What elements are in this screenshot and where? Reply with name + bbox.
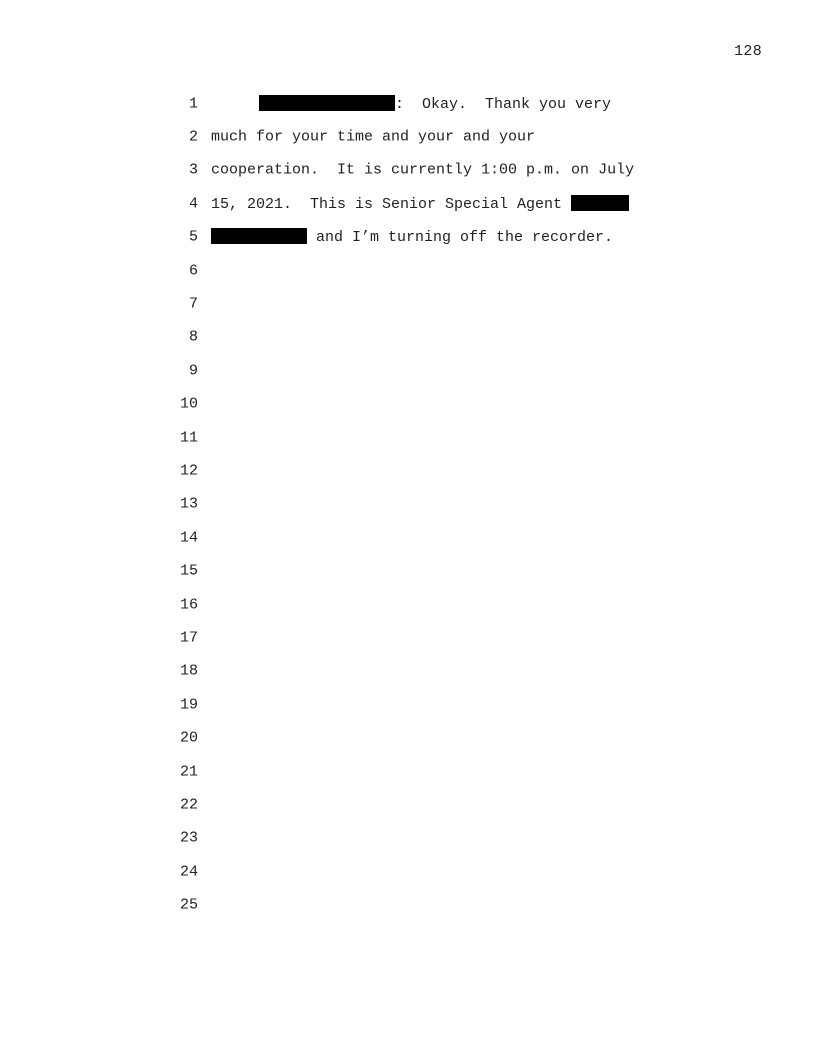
line-number: 15	[179, 562, 198, 580]
line-text: 15, 2021. This is Senior Special Agent	[211, 195, 572, 213]
transcript-line	[0, 554, 816, 587]
transcript-line	[0, 221, 816, 254]
line-text: : Okay. Thank you very	[395, 95, 612, 113]
line-number: 11	[179, 429, 198, 447]
line-number: 1	[188, 95, 198, 113]
line-text: and I’m turning off the recorder.	[307, 229, 614, 247]
line-number: 21	[179, 763, 198, 780]
line-number: 5	[188, 228, 198, 246]
transcript-line	[0, 822, 816, 855]
redaction-box	[211, 228, 307, 244]
line-number: 12	[179, 462, 198, 480]
line-number: 20	[179, 729, 198, 747]
transcript-line	[0, 87, 816, 120]
transcript-line	[0, 655, 816, 688]
line-text: cooperation. It is currently 1:00 p.m. on July	[211, 161, 635, 179]
transcript-line	[0, 287, 816, 320]
transcript-line	[0, 788, 816, 821]
line-number: 10	[179, 395, 198, 413]
transcript-line	[0, 388, 816, 421]
transcript-line	[0, 354, 816, 387]
transcript-line	[0, 621, 816, 654]
transcript-line	[0, 454, 816, 487]
transcript-line	[0, 120, 816, 153]
line-number: 14	[179, 529, 198, 547]
line-number: 23	[179, 829, 198, 847]
transcript-line	[0, 254, 816, 287]
transcript-line	[0, 888, 816, 921]
transcript-line	[0, 321, 816, 354]
line-number: 22	[179, 796, 198, 814]
transcript-line	[0, 755, 816, 788]
transcript-line	[0, 588, 816, 621]
line-number: 13	[179, 495, 198, 513]
redaction-box	[571, 195, 629, 211]
transcript-line	[0, 187, 816, 220]
transcript-line	[0, 855, 816, 888]
transcript-line	[0, 154, 816, 187]
transcript-line	[0, 721, 816, 754]
page-number: 128	[734, 43, 762, 60]
line-number: 8	[188, 328, 198, 346]
line-number: 9	[188, 362, 198, 380]
line-number: 6	[188, 262, 198, 280]
line-number: 24	[179, 863, 198, 881]
line-number: 3	[188, 161, 198, 179]
line-text: much for your time and your and your	[211, 128, 536, 146]
line-number: 18	[179, 662, 198, 680]
line-number: 25	[179, 896, 198, 914]
transcript-line	[0, 488, 816, 521]
transcript-line	[0, 421, 816, 454]
transcript-body	[0, 87, 816, 922]
transcript-line	[0, 521, 816, 554]
line-number: 2	[188, 128, 198, 146]
line-number: 4	[188, 195, 198, 213]
line-number: 16	[179, 596, 198, 614]
line-number: 17	[179, 629, 198, 647]
line-number: 7	[188, 295, 198, 313]
line-number: 19	[179, 696, 198, 714]
redaction-box	[259, 95, 395, 111]
transcript-line	[0, 688, 816, 721]
